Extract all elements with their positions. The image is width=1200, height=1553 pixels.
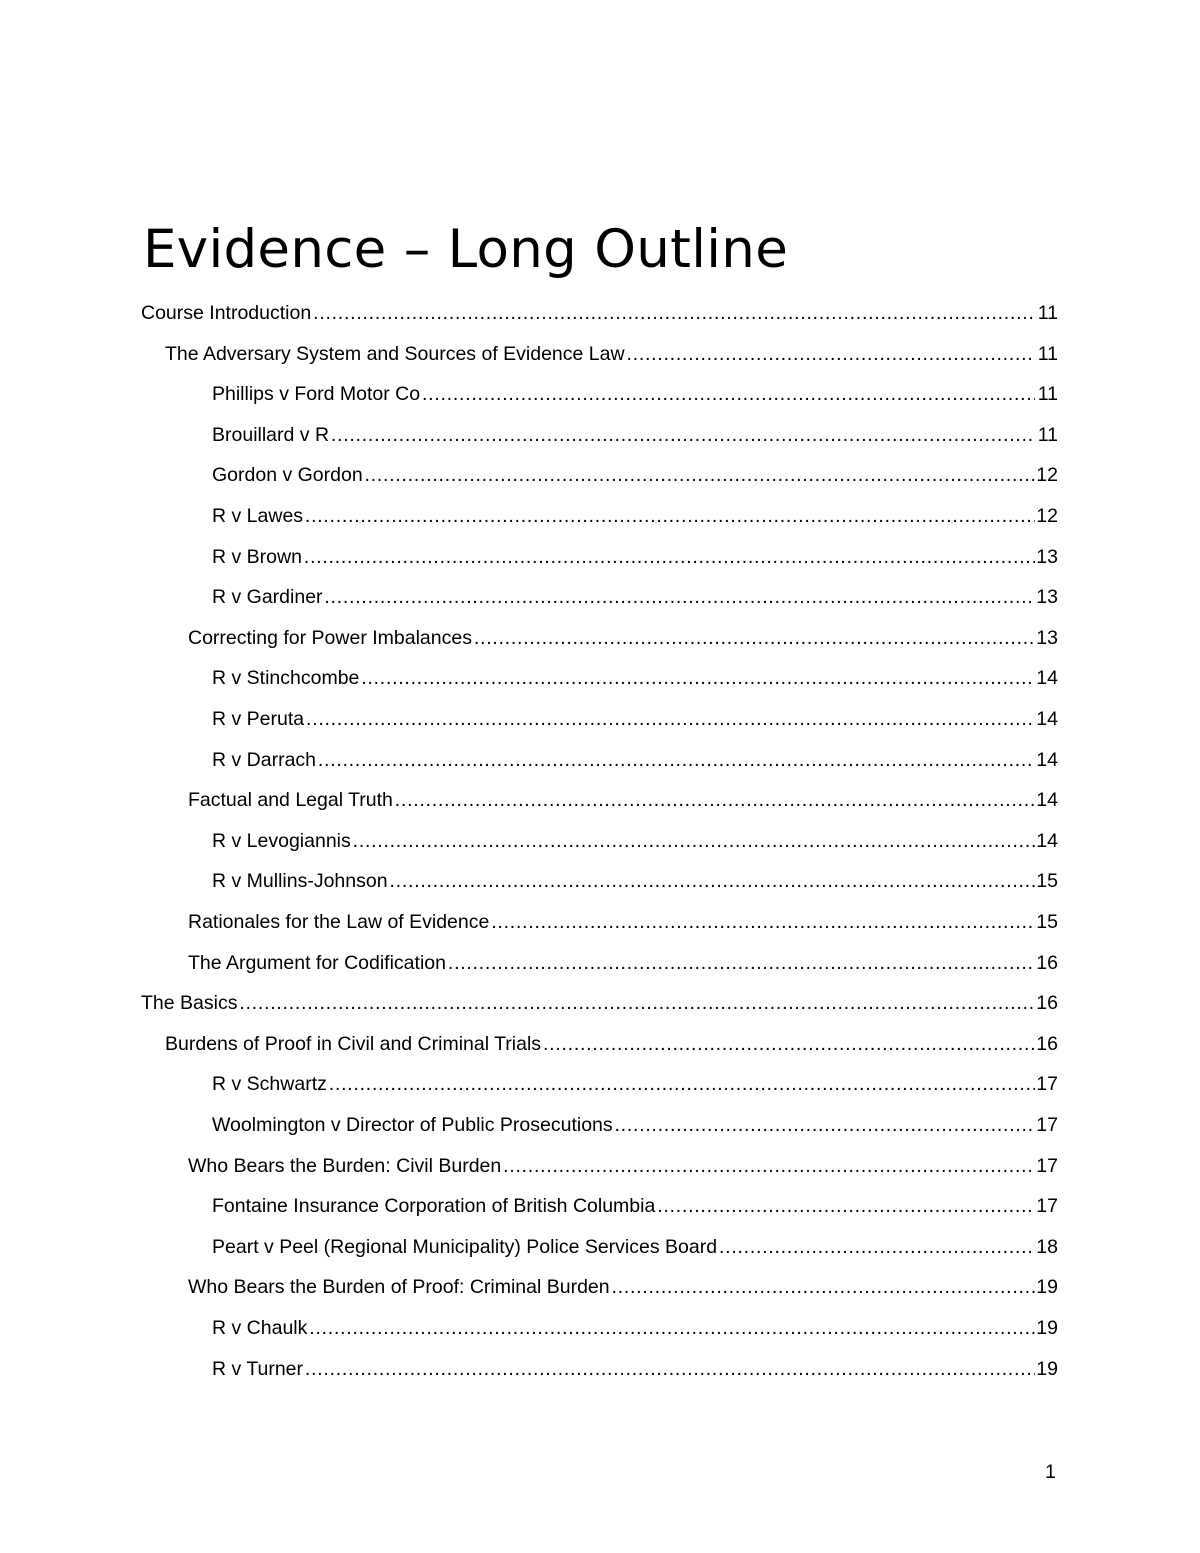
toc-entry[interactable] [165, 330, 1058, 366]
toc-dot-leader [330, 423, 1035, 447]
page-number: 1 [1045, 1461, 1056, 1483]
toc-entry-label: Who Bears the Burden of Proof: Criminal Burden [188, 1276, 610, 1299]
toc-dot-leader [364, 463, 1035, 487]
toc-entry-page: 19 [1036, 1357, 1058, 1380]
toc-entry-page: 19 [1036, 1276, 1058, 1299]
toc-entry-page: 13 [1036, 586, 1058, 609]
toc-dot-leader [611, 1275, 1035, 1299]
toc-dot-leader [317, 748, 1035, 772]
toc-dot-leader [473, 626, 1035, 650]
toc-entry-page: 15 [1036, 870, 1058, 893]
toc-entry-label: Burdens of Proof in Civil and Criminal Trials [165, 1032, 542, 1055]
toc-dot-leader [303, 545, 1035, 569]
toc-dot-leader [542, 1032, 1035, 1056]
toc-entry-label: R v Peruta [212, 708, 305, 730]
toc-entry[interactable] [141, 979, 1058, 1015]
toc-entry-page: 11 [1037, 342, 1058, 365]
toc-entry-page: 12 [1036, 464, 1058, 487]
toc-dot-leader [312, 301, 1035, 325]
toc-entry[interactable] [212, 695, 1058, 731]
toc-entry[interactable] [212, 573, 1058, 609]
toc-entry[interactable] [212, 1101, 1058, 1137]
toc-entry-label: Course Introduction [141, 302, 312, 324]
toc-dot-leader [389, 869, 1035, 893]
toc-dot-leader [304, 1357, 1035, 1381]
toc-entry-label: Woolmington v Director of Public Prosecutions [212, 1114, 613, 1136]
toc-entry-page: 11 [1037, 383, 1058, 406]
toc-entry-label: R v Stinchcombe [212, 667, 360, 690]
toc-entry-page: 16 [1036, 951, 1058, 974]
toc-entry-label: Factual and Legal Truth [188, 789, 393, 812]
toc-dot-leader [305, 707, 1035, 731]
toc-entry-page: 19 [1036, 1317, 1058, 1339]
toc-entry-page: 17 [1036, 1195, 1058, 1218]
toc-entry-page: 12 [1036, 505, 1058, 527]
toc-entry-page: 11 [1037, 423, 1058, 446]
toc-entry[interactable] [188, 1263, 1058, 1299]
toc-dot-leader [421, 382, 1035, 406]
toc-entry-label: Fontaine Insurance Corporation of British Columbia [212, 1195, 656, 1218]
toc-entry-label: Who Bears the Burden: Civil Burden [188, 1154, 502, 1177]
toc-entry[interactable] [212, 1060, 1058, 1096]
toc-dot-leader [626, 342, 1035, 366]
toc-entry-page: 17 [1036, 1114, 1058, 1136]
toc-entry-page: 16 [1036, 1032, 1058, 1055]
toc-dot-leader [490, 910, 1035, 934]
toc-entry[interactable] [212, 736, 1058, 772]
toc-entry[interactable] [212, 857, 1058, 893]
toc-dot-leader [328, 1072, 1035, 1096]
toc-dot-leader [447, 951, 1035, 975]
toc-dot-leader [614, 1113, 1035, 1137]
toc-dot-leader [308, 1316, 1035, 1340]
toc-entry-label: Gordon v Gordon [212, 464, 363, 487]
toc-dot-leader [360, 666, 1035, 690]
toc-entry-label: Brouillard v R [212, 423, 330, 446]
toc-entry-label: The Adversary System and Sources of Evidence Law [165, 342, 625, 365]
toc-entry-page: 13 [1036, 626, 1058, 649]
toc-dot-leader [238, 991, 1035, 1015]
toc-entry-page: 16 [1036, 992, 1058, 1015]
toc-entry[interactable] [188, 939, 1058, 975]
toc-entry[interactable] [141, 289, 1058, 325]
toc-entry[interactable] [212, 1182, 1058, 1218]
toc-entry-label: Phillips v Ford Motor Co [212, 383, 421, 406]
toc-dot-leader [502, 1154, 1035, 1178]
toc-dot-leader [352, 829, 1035, 853]
toc-dot-leader [324, 585, 1035, 609]
toc-dot-leader [304, 504, 1035, 528]
toc-entry-label: R v Lawes [212, 505, 304, 527]
toc-entry-label: R v Levogiannis [212, 829, 351, 852]
toc-entry-page: 14 [1036, 708, 1058, 730]
toc-entry-label: R v Gardiner [212, 586, 323, 609]
toc-entry-label: R v Darrach [212, 748, 317, 771]
toc-entry-page: 18 [1036, 1235, 1058, 1258]
toc-entry-label: R v Brown [212, 545, 302, 568]
toc-entry-page: 17 [1036, 1073, 1058, 1096]
toc-entry[interactable] [212, 817, 1058, 853]
toc-entry[interactable] [188, 776, 1058, 812]
toc-entry[interactable] [212, 451, 1058, 487]
toc-entry-label: R v Mullins-Johnson [212, 870, 388, 893]
toc-entry-page: 14 [1036, 789, 1058, 812]
toc-entry[interactable] [188, 898, 1058, 934]
toc-entry[interactable] [212, 1345, 1058, 1381]
toc-entry-label: R v Turner [212, 1357, 304, 1380]
toc-entry-page: 15 [1036, 911, 1058, 933]
toc-entry-page: 11 [1037, 302, 1058, 324]
toc-entry-label: Peart v Peel (Regional Municipality) Police Services Board [212, 1235, 718, 1258]
toc-entry-page: 14 [1036, 748, 1058, 771]
toc-entry-label: R v Chaulk [212, 1317, 308, 1339]
toc-entry[interactable] [212, 370, 1058, 406]
toc-entry-label: Rationales for the Law of Evidence [188, 911, 490, 933]
toc-dot-leader [394, 788, 1035, 812]
toc-dot-leader [718, 1235, 1035, 1259]
toc-entry-label: R v Schwartz [212, 1073, 327, 1096]
toc-entry[interactable] [188, 1142, 1058, 1178]
toc-entry[interactable] [212, 411, 1058, 447]
toc-entry[interactable] [212, 654, 1058, 690]
toc-entry-label: The Basics [141, 992, 238, 1015]
toc-entry[interactable] [165, 1020, 1058, 1056]
document-title: Evidence – Long Outline [143, 219, 789, 280]
toc-entry-label: Correcting for Power Imbalances [188, 626, 472, 649]
toc-entry-page: 13 [1036, 545, 1058, 568]
toc-entry[interactable] [212, 1223, 1058, 1259]
toc-entry-page: 14 [1036, 667, 1058, 690]
toc-dot-leader [656, 1194, 1035, 1218]
toc-entry[interactable] [212, 492, 1058, 528]
toc-entry[interactable] [212, 533, 1058, 569]
toc-entry[interactable] [212, 1304, 1058, 1340]
toc-entry[interactable] [188, 614, 1058, 650]
toc-entry-page: 14 [1036, 829, 1058, 852]
toc-entry-page: 17 [1036, 1154, 1058, 1177]
toc-entry-label: The Argument for Codification [188, 951, 446, 974]
